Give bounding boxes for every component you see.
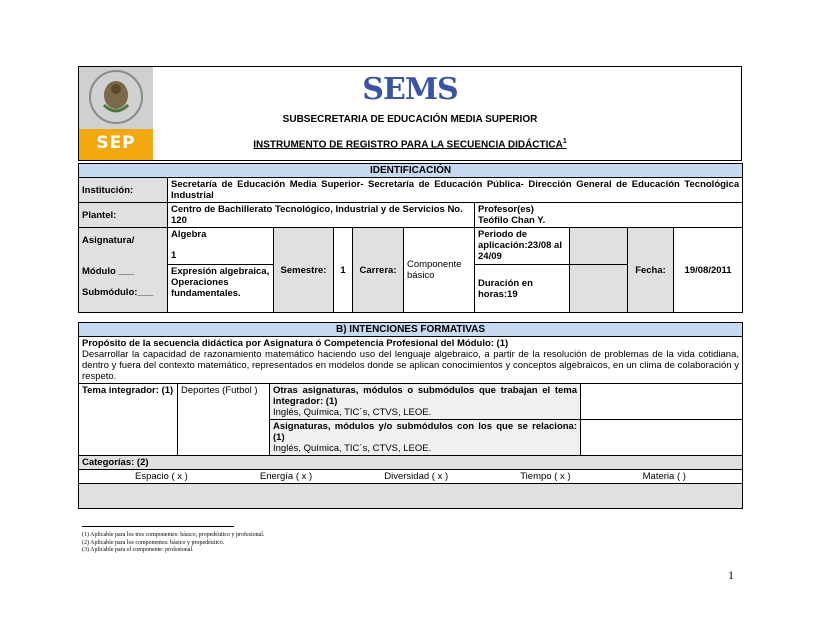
tema-label: Tema integrador: (1)	[79, 384, 178, 456]
identificacion-title: IDENTIFICACIÓN	[79, 164, 743, 178]
page-number: 1	[728, 568, 734, 582]
periodo-gray	[570, 228, 628, 265]
footnote-divider	[82, 526, 234, 527]
relaciona-value: Inglés, Química, TIC´s, CTVS, LEOE.	[273, 443, 432, 454]
asignatura-cell	[79, 228, 168, 313]
otras-label: Otras asignaturas, módulos o submódulos que trabajan el tema integrador: (1)	[273, 385, 577, 407]
profesor-value: Teófilo Chan Y.	[478, 215, 546, 226]
footnote-2: (2) Aplicable para los componentes: básico y propedéutico.	[82, 539, 225, 546]
asignatura-label: Asignatura/	[82, 235, 135, 246]
relaciona-cell	[270, 420, 581, 456]
periodo-label: Periodo de aplicación:23/08 al 24/09	[475, 228, 570, 265]
submodulo-value: Expresión algebraica, Operaciones fundamentales.	[168, 265, 274, 313]
categorias-row	[79, 470, 743, 484]
instrumento-title: INSTRUMENTO DE REGISTRO PARA LA SECUENCIA DIDÁCTICA$^1$	[253, 138, 567, 151]
otras-empty	[581, 384, 743, 420]
fecha-label: Fecha:	[628, 228, 674, 313]
semestre-label: Semestre:	[274, 228, 334, 313]
proposito-cell	[79, 337, 743, 384]
categoria-materia: Materia ( )	[642, 471, 686, 482]
duracion-gray	[570, 265, 628, 313]
otras-cell	[270, 384, 581, 420]
otras-value: Inglés, Química, TIC´s, CTVS, LEOE.	[273, 407, 432, 418]
categorias-empty	[79, 484, 743, 509]
asignatura-num: 1	[171, 250, 177, 261]
intenciones-title: B) INTENCIONES FORMATIVAS	[79, 323, 743, 337]
categorias-label: Categorías: (2)	[79, 456, 743, 470]
relaciona-empty	[581, 420, 743, 456]
footnote-3: (3) Aplicable para el componente: profesional.	[82, 547, 194, 553]
carrera-value: Componente básico	[404, 228, 475, 313]
plantel-value: Centro de Bachillerato Tecnológico, Industrial y de Servicios No. 120	[168, 203, 475, 228]
categoria-energia: Energía ( x )	[259, 471, 313, 482]
asignatura-value-cell	[168, 228, 274, 265]
proposito-text: Desarrollar la capacidad de razonamiento matemático haciendo uso del lenguaje algebraico, a partir de la resolución de problemas de la vida cotidiana, dentro y fuera del contexto matemático, representados en modelos donde se aplican conocimientos y conceptos algebraicos, en un clima de colaboración y respeto.	[82, 349, 740, 382]
modulo-label: Módulo ___	[82, 266, 135, 277]
tema-value: Deportes (Futbol )	[178, 384, 270, 456]
institucion-label: Institución:	[79, 178, 168, 203]
categoria-tiempo: Tiempo ( x )	[520, 471, 571, 482]
asignatura-value: Algebra	[171, 229, 207, 240]
profesor-cell	[475, 203, 743, 228]
relaciona-label: Asignaturas, módulos y/o submódulos con los que se relaciona: (1)	[273, 421, 577, 443]
categoria-diversidad: Diversidad ( x )	[384, 471, 449, 482]
plantel-label: Plantel:	[79, 203, 168, 228]
mexico-seal-icon	[79, 67, 153, 129]
intenciones-table	[78, 322, 743, 509]
sep-logo-text: SEP	[96, 133, 136, 153]
sems-brand: SEMS	[362, 72, 458, 107]
duracion-label: Duración en horas:19	[475, 265, 570, 313]
footnote-1: (1) Aplicable para los tres componentes: básico, propedéutico y profesional.	[82, 532, 265, 538]
identificacion-table	[78, 163, 743, 313]
categoria-espacio: Espacio ( x )	[135, 471, 188, 482]
institucion-value: Secretaría de Educación Media Superior- Secretaría de Educación Pública- Dirección General de Educación Tecnológica Industrial	[168, 178, 743, 203]
subsecretaria-title: SUBSECRETARIA DE EDUCACIÓN MEDIA SUPERIOR	[282, 114, 538, 125]
fecha-value: 19/08/2011	[674, 228, 743, 313]
proposito-label: Propósito de la secuencia didáctica por Asignatura ó Competencia Profesional del Módulo: (1)	[82, 338, 509, 349]
submodulo-label: Submódulo:___	[82, 287, 154, 298]
carrera-label: Carrera:	[353, 228, 404, 313]
footnotes	[82, 532, 264, 555]
profesor-label: Profesor(es)	[478, 204, 534, 215]
semestre-value: 1	[334, 228, 353, 313]
